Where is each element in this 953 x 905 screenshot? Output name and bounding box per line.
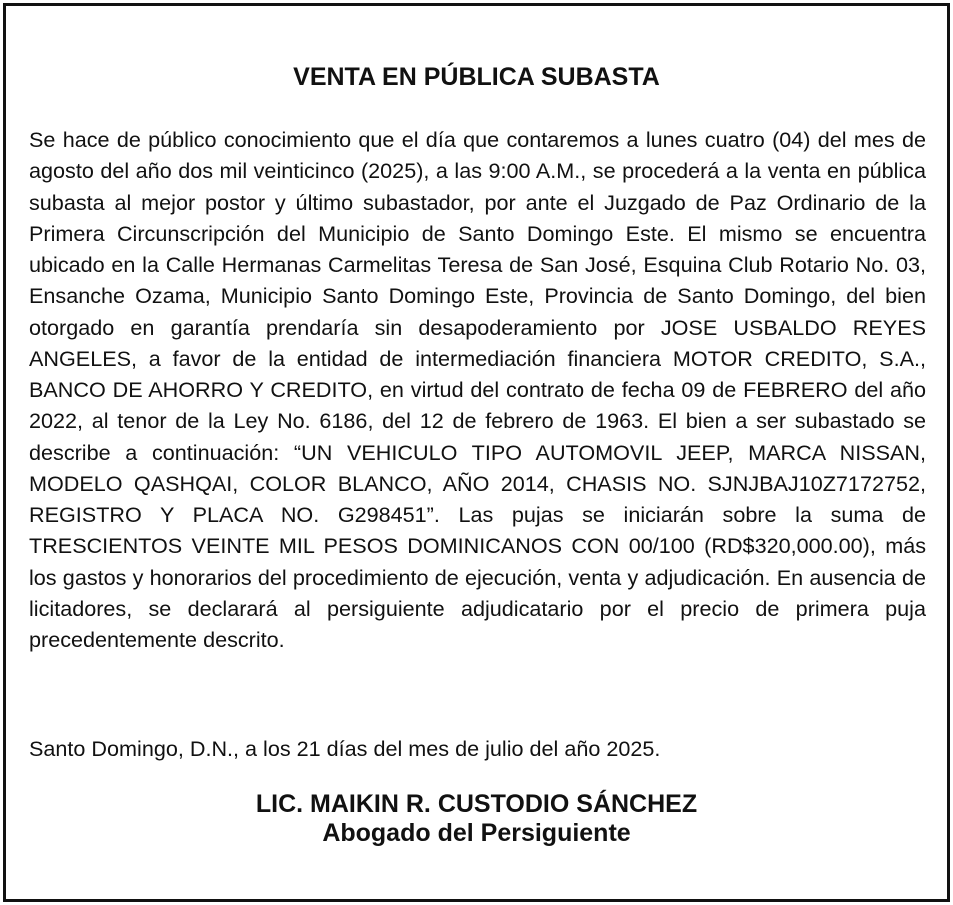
signature-name: LIC. MAIKIN R. CUSTODIO SÁNCHEZ	[255, 790, 698, 818]
notice-title: VENTA EN PÚBLICA SUBASTA	[293, 63, 660, 91]
auction-notice	[3, 3, 950, 902]
notice-body: Se hace de público conocimiento que el día que contaremos a lunes cuatro (04) del mes de agosto del año dos mil veinticinco (2025), a las 9:00 A.M., se procederá a la venta en pública subasta al mejor postor y último subastador, por ante el Juzgado de Paz Ordinario de la Primera Circunscripción del Municipio de Santo Domingo Este. El mismo se encuentra ubicado en la Calle Hermanas Carmelitas Teresa de San José, Esquina Club Rotario No. 03, Ensanche Ozama, Municipio Santo Domingo Este, Provincia de Santo Domingo, del bien otorgado en garantía prendaría sin desapoderamiento por JOSE USBALDO REYES ANGELES, a favor de la entidad de intermediación financiera MOTOR CREDITO, S.A., BANCO DE AHORRO Y CREDITO, en virtud del contrato de fecha 09 de FEBRERO del año 2022, al tenor de la Ley No. 6186, del 12 de febrero de 1963. El bien a ser subastado se describe a continuación: “UN VEHICULO TIPO AUTOMOVIL JEEP, MARCA NISSAN, MODELO QASHQAI, COLOR BLANCO, AÑO 2014, CHASIS NO. SJNJBAJ10Z7172752, REGISTRO Y PLACA NO. G298451”. Las pujas se iniciarán sobre la suma de TRESCIENTOS VEINTE MIL PESOS DOMINICANOS CON 00/100 (RD$320,000.00), más los gastos y honorarios del procedimiento de ejecución, venta y adjudicación. En ausencia de licitadores, se declarará al persiguiente adjudicatario por el precio de primera puja precedentemente descrito.	[29, 127, 926, 652]
signature-role: Abogado del Persiguiente	[322, 819, 631, 847]
notice-date-line: Santo Domingo, D.N., a los 21 días del mes de julio del año 2025.	[29, 736, 661, 761]
